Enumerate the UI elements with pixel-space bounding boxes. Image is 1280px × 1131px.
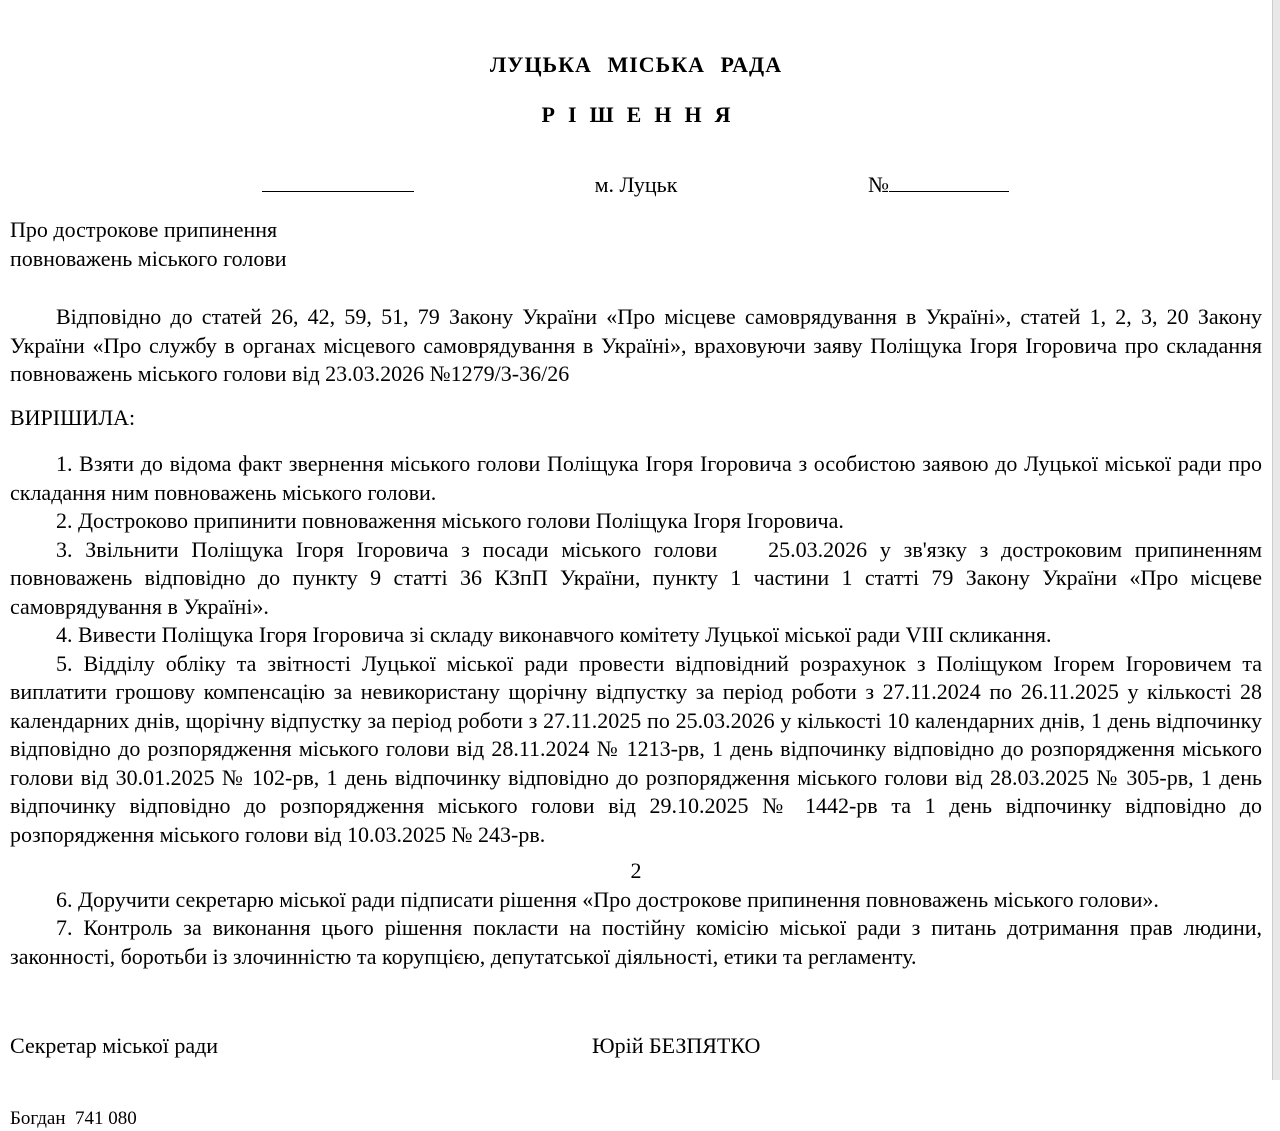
decision-item-1: 1. Взяти до відома факт звернення міського голови Поліщука Ігоря Ігоровича з особистою заявою до Луцької міської ради про складання ним повноважень міського голови. (10, 451, 1262, 505)
signature-block (10, 1031, 1262, 1061)
document-content (10, 0, 1262, 1131)
document-type-title: РІШЕННЯ (541, 102, 744, 127)
preamble-paragraph: Відповідно до статей 26, 42, 59, 51, 79 Закону України «Про місцеве самоврядування в Україні», статей 1, 2, 3, 20 Закону України «Про службу в органах місцевого самоврядування в Україні», враховуючи заяву Поліщука Ігоря Ігоровича про складання повноважень міського голови від 23.03.2026 №1279/3-36/26 (10, 304, 1262, 386)
decision-items-page2 (10, 886, 1262, 972)
decision-item-4: 4. Вивести Поліщука Ігоря Ігоровича зі складу виконавчого комітету Луцької міської ради VIII скликання. (56, 622, 1052, 647)
decision-item-2: 2. Достроково припинити повноваження міського голови Поліщука Ігоря Ігоровича. (56, 508, 844, 533)
decision-item-6: 6. Доручити секретарю міської ради підписати рішення «Про дострокове припинення повноважень міського голови». (56, 886, 1159, 912)
document-number-field (868, 170, 1009, 199)
decision-item-3: 3. Звільнити Поліщука Ігоря Ігоровича з посади міського голови 25.03.2026 у зв'язку з достроковим припиненням повноважень відповідно до пункту 9 статті 36 КЗпП України, пункту 1 частини 1 статті 79 Закону України «Про місцеве самоврядування в Україні». (10, 536, 1262, 619)
decision-item-5: 5. Відділу обліку та звітності Луцької міської ради провести відповідний розрахунок з Поліщуком Ігорем Ігоровичем та виплатити грошову компенсацію за невикористану щорічну відпустку за період роботи з 27.11.2024 по 26.11.2025 у кількості 28 календарних днів, щорічну відпустку за період роботи з 27.11.2025 по 25.03.2026 у кількості 10 календарних днів, 1 день відпочинку відповідно до розпорядження міського голови від 28.11.2024 № 1213-рв, 1 день відпочинку відповідно до розпорядження міського голови від 30.01.2025 № 102-рв, 1 день відпочинку відповідно до розпорядження міського голови від 28.03.2025 № 305-рв, 1 день відпочинку відповідно до розпорядження міського голови від 29.10.2025 № 1442-рв та 1 день відпочинку відповідно до розпорядження міського голови від 10.03.2025 № 243-рв. (10, 650, 1262, 847)
subject-block (10, 215, 1262, 273)
page-edge-strip (1272, 0, 1280, 1080)
dateline (10, 170, 1262, 200)
signatory-title: Секретар міської ради (10, 1033, 219, 1058)
signatory-name: Юрій БЕЗПЯТКО (592, 1033, 761, 1058)
page-number: 2 (630, 858, 642, 883)
subject-line-2: повноважень міського голови (10, 246, 287, 271)
organization-name: ЛУЦЬКА МІСЬКА РАДА (489, 52, 783, 77)
decision-item-7: 7. Контроль за виконання цього рішення покласти на постійну комісію міської ради з питань дотримання прав людини, законності, боротьби із злочинністю та корупцією, депутатської діяльності, етики та регламенту. (10, 915, 1262, 969)
place-label: м. Луцьк (594, 172, 678, 197)
resolved-label: ВИРІШИЛА: (10, 404, 136, 430)
subject-line-1: Про дострокове припинення (10, 217, 278, 242)
number-blank-line (889, 170, 1009, 192)
number-sign: № (868, 172, 889, 197)
decision-items-page1 (10, 450, 1262, 849)
executor-note: Богдан 741 080 (10, 1108, 137, 1129)
date-blank-line (262, 170, 414, 192)
